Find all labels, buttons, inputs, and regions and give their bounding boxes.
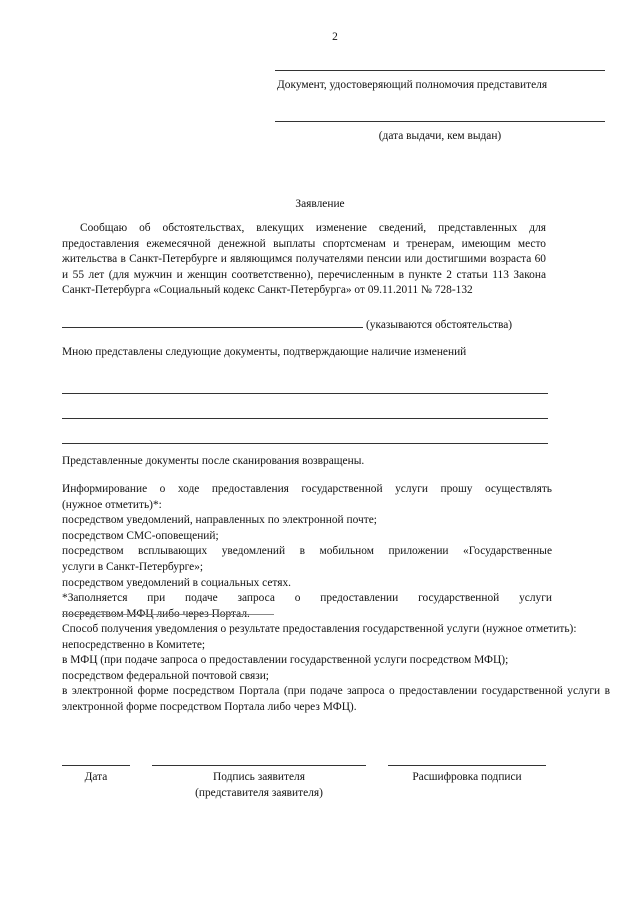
statement-body: Сообщаю об обстоятельствах, влекущих изменение сведений, представленных для предоставления ежемесячной денежной выплаты спортсменам и тренерам, имеющим место жительства в Санкт-Петербурге и являющимся получателями пенсии или достигшими возраста 60 и 55 лет (для мужчин и женщин соответственно), перечисленным в пункте 2 статьи 113 Закона Санкт-Петербурга «Социальный кодекс Санкт-Петербурга» от 09.11.2011 № 728-132 xyxy=(62,222,546,296)
informing-option-app: посредством всплывающих уведомлений в мобильном приложении «Государственные xyxy=(62,545,552,558)
signature-label: Подпись заявителя xyxy=(213,771,305,783)
documents-line-1 xyxy=(62,393,548,394)
issue-info-label: (дата выдачи, кем выдан) xyxy=(378,130,502,142)
circumstances-line xyxy=(62,327,363,328)
documents-line-3 xyxy=(62,443,548,444)
date-label: Дата xyxy=(84,771,108,783)
documents-intro: Мною представлены следующие документы, подтверждающие наличие изменений xyxy=(62,346,467,358)
decode-label: Расшифровка подписи xyxy=(412,771,522,783)
informing-option-app-cont: услуги в Санкт-Петербурге»; xyxy=(62,560,204,573)
signature-sub-label: (представителя заявителя) xyxy=(195,787,323,799)
circumstances-label: (указываются обстоятельства) xyxy=(366,319,513,331)
informing-option-sms: посредством СМС-оповещений; xyxy=(62,529,219,542)
informing-option-social: посредством уведомлений в социальных сетях. xyxy=(62,576,292,589)
representative-doc-label: Документ, удостоверяющий полномочия представителя xyxy=(277,79,548,91)
informing-option-email: посредством уведомлений, направленных по электронной почте; xyxy=(62,514,377,527)
note-underline xyxy=(62,614,274,615)
informing-intro-line-1: Информирование о ходе предоставления государственной услуги прошу осуществлять xyxy=(62,483,552,495)
informing-block xyxy=(62,482,552,622)
statement-title: Заявление xyxy=(295,198,345,210)
signature-line xyxy=(152,765,366,766)
notification-block xyxy=(62,622,610,716)
issue-info-line xyxy=(275,121,605,122)
informing-note-line-2: посредством МФЦ либо через Портал. xyxy=(62,607,250,620)
notification-intro: Способ получения уведомления о результате предоставления государственной услуги (нужное отметить): xyxy=(62,623,577,635)
page-number: 2 xyxy=(332,31,338,43)
notification-option-portal: в электронной форме посредством Портала (при подаче запроса о предоставлении государственной услуги в электронной форме посредством Портала либо через МФЦ). xyxy=(62,685,610,713)
notification-option-mfc: в МФЦ (при подаче запроса о предоставлении государственной услуги посредством МФЦ); xyxy=(62,654,509,667)
informing-intro-line-2: (нужное отметить)*: xyxy=(62,498,162,511)
informing-note-line-1: *Заполняется при подаче запроса о предоставлении государственной услуги xyxy=(62,592,552,605)
documents-line-2 xyxy=(62,418,548,419)
notification-option-committee: непосредственно в Комитете; xyxy=(62,638,206,651)
documents-returned: Представленные документы после сканирования возвращены. xyxy=(62,455,365,467)
date-line xyxy=(62,765,130,766)
representative-doc-line xyxy=(275,70,605,71)
decode-line xyxy=(388,765,546,766)
notification-option-post: посредством федеральной почтовой связи; xyxy=(62,669,269,682)
